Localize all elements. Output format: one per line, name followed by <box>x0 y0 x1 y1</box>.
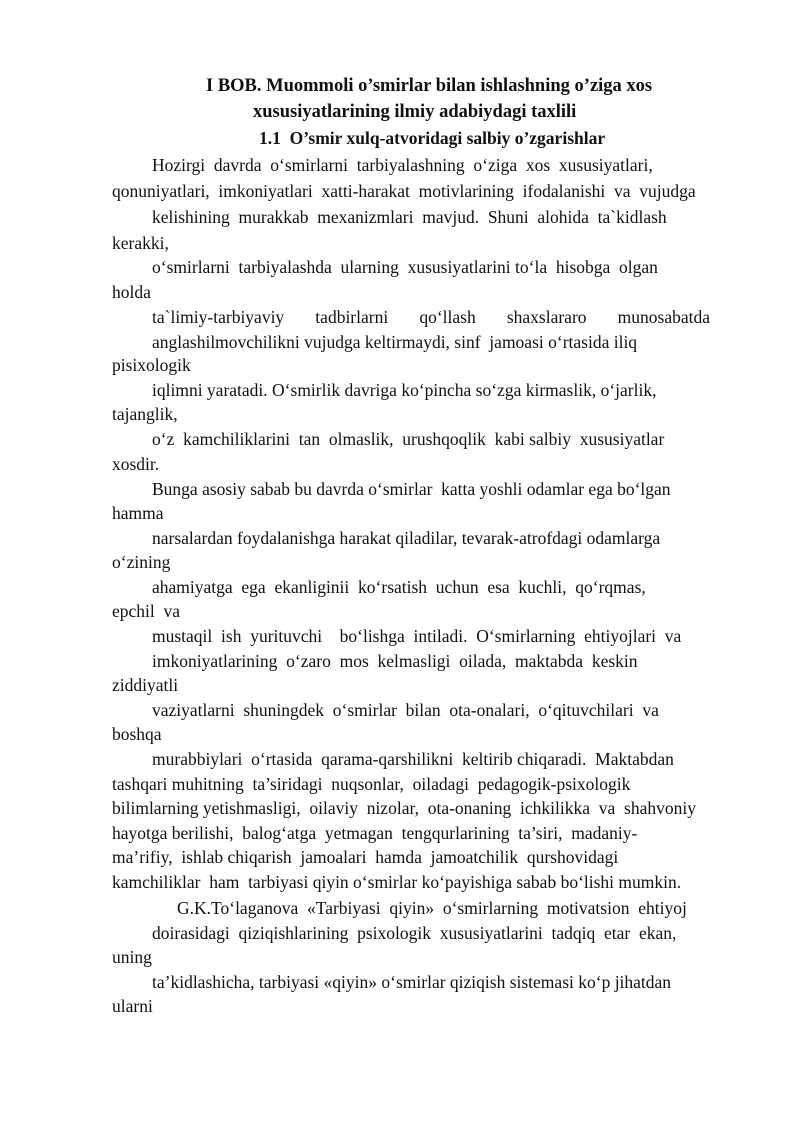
text-line: boshqa <box>112 724 162 744</box>
chapter-title-line-2: xususiyatlarining ilmiy adabiydagi taxlili <box>253 102 577 122</box>
text-line: narsalardan foydalanishga harakat qiladilar, tevarak-atrofdagi odamlarga <box>152 528 661 548</box>
text-line: hamma <box>112 503 164 523</box>
chapter-title-line-1: I BOB. Muommoli o’smirlar bilan ishlashning o’ziga xos <box>206 76 653 96</box>
text-line: mustaqil ish yurituvchi bo‘lishga intiladi. O‘smirlarning ehtiyojlari va <box>152 626 682 646</box>
text-line: ta`limiy-tarbiyaviy tadbirlarni qo‘llash shaxslararo munosabatda <box>152 307 710 327</box>
text-line: tajanglik, <box>112 404 178 424</box>
text-line: ahamiyatga ega ekanliginii ko‘rsatish uchun esa kuchli, qo‘rqmas, <box>152 577 646 597</box>
text-line: ta’kidlashicha, tarbiyasi «qiyin» o‘smirlar qiziqish sistemasi ko‘p jihatdan <box>152 972 672 992</box>
text-line: doirasidagi qiziqishlarining psixologik xususiyatlarini tadqiq etar ekan, <box>152 923 677 943</box>
text-line: vaziyatlarni shuningdek o‘smirlar bilan ota-onalari, o‘qituvchilari va <box>152 700 659 720</box>
text-line: o‘smirlarni tarbiyalashda ularning xususiyatlarini to‘la hisobga olgan <box>152 257 658 277</box>
text-line: xosdir. <box>112 454 160 474</box>
text-line: ziddiyatli <box>112 675 179 695</box>
text-line: Hozirgi davrda o‘smirlarni tarbiyalashning o‘ziga xos xususiyatlari, <box>152 155 653 175</box>
text-line: tashqari muhitning ta’siridagi nuqsonlar, oiladagi pedagogik-psixologik <box>112 774 631 794</box>
text-line: iqlimni yaratadi. O‘smirlik davriga ko‘pincha so‘zga kirmaslik, o‘jarlik, <box>152 380 657 400</box>
section-subtitle: 1.1 O’smir xulq-atvoridagi salbiy o’zgarishlar <box>259 128 606 148</box>
text-line: qonuniyatlari, imkoniyatlari xatti-harakat motivlarining ifodalanishi va vujudga <box>112 181 696 201</box>
text-line: o‘zining <box>112 552 171 572</box>
text-line: o‘z kamchiliklarini tan olmaslik, urushqoqlik kabi salbiy xususiyatlar <box>152 429 665 449</box>
text-line: kamchiliklar ham tarbiyasi qiyin o‘smirlar ko‘payishiga sabab bo‘lishi mumkin. <box>112 872 682 892</box>
text-line: murabbiylari o‘rtasida qarama-qarshilikni keltirib chiqaradi. Maktabdan <box>152 749 674 769</box>
text-line: kerakki, <box>112 233 169 253</box>
text-line: ularni <box>112 996 153 1016</box>
text-line: imkoniyatlarining o‘zaro mos kelmasligi oilada, maktabda keskin <box>152 651 638 671</box>
text-line: epchil va <box>112 601 181 621</box>
text-line: kelishining murakkab mexanizmlari mavjud. Shuni alohida ta`kidlash <box>152 207 667 227</box>
text-line: G.K.To‘laganova «Tarbiyasi qiyin» o‘smirlarning motivatsion ehtiyoj <box>177 898 687 918</box>
text-line: Bunga asosiy sabab bu davrda o‘smirlar katta yoshli odamlar ega bo‘lgan <box>152 479 671 499</box>
text-line: holda <box>112 282 151 302</box>
text-line: ma’rifiy, ishlab chiqarish jamoalari hamda jamoatchilik qurshovidagi <box>112 847 619 867</box>
text-line: uning <box>112 947 152 967</box>
text-line: pisixologik <box>112 355 191 375</box>
text-line: hayotga berilishi, balog‘atga yetmagan tengqurlarining ta’siri, madaniy- <box>112 823 638 843</box>
text-line: anglashilmovchilikni vujudga keltirmaydi, sinf jamoasi o‘rtasida iliq <box>152 332 638 352</box>
text-line: bilimlarning yetishmasligi, oilaviy nizolar, ota-onaning ichkilikka va shahvoniy <box>112 798 696 818</box>
